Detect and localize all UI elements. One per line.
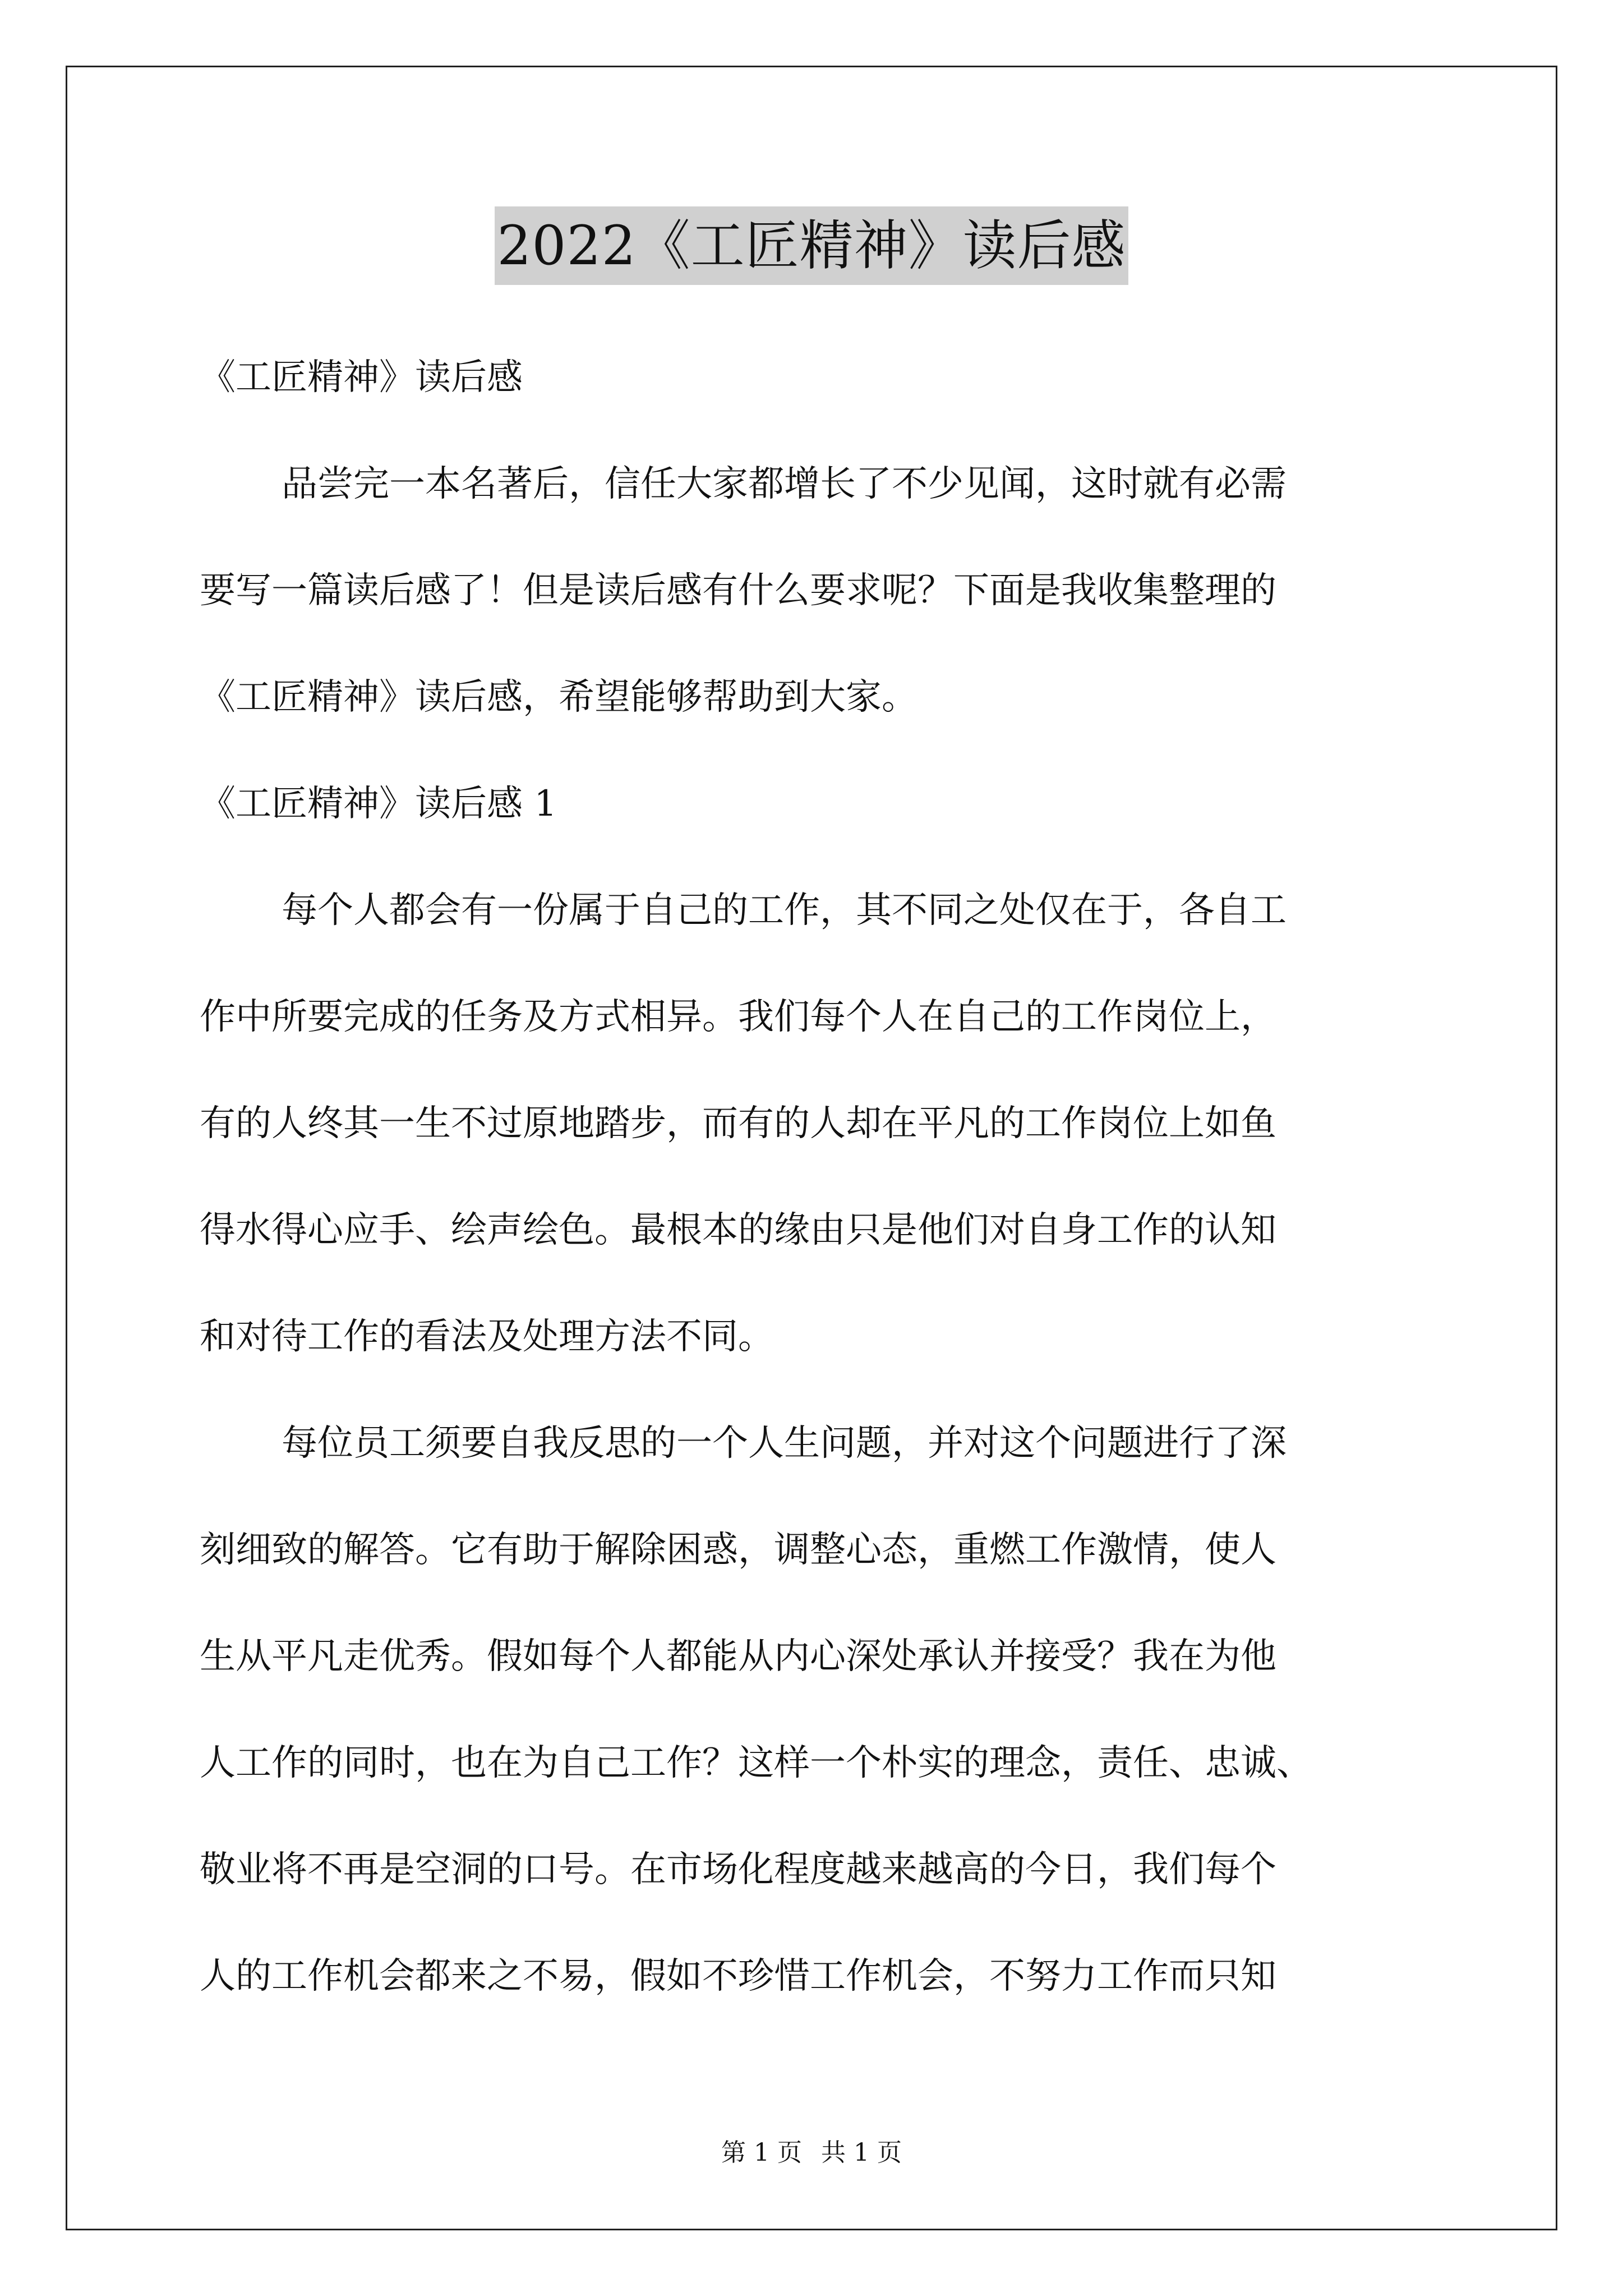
page-number: 第 1 页: [721, 2138, 802, 2167]
paragraph-line: 要写一篇读后感了！但是读后感有什么要求呢？下面是我收集整理的: [200, 570, 1276, 611]
paragraph-line: 人的工作机会都来之不易，假如不珍惜工作机会，不努力工作而只知: [200, 1955, 1276, 1997]
page-footer: [0, 2136, 1623, 2170]
paragraph-line: 每个人都会有一份属于自己的工作，其不同之处仅在于，各自工: [282, 890, 1287, 931]
paragraph-line: 得水得心应手、绘声绘色。最根本的缘由只是他们对自身工作的认知: [200, 1209, 1276, 1251]
paragraph-line: 有的人终其一生不过原地踏步，而有的人却在平凡的工作岗位上如鱼: [200, 1103, 1276, 1144]
paragraph-line: 每位员工须要自我反思的一个人生问题，并对这个问题进行了深: [282, 1423, 1287, 1464]
paragraph-line: 敬业将不再是空洞的口号。在市场化程度越来越高的今日，我们每个: [200, 1849, 1276, 1890]
subtitle: 《工匠精神》读后感: [200, 357, 523, 398]
paragraph-line: 作中所要完成的任务及方式相异。我们每个人在自己的工作岗位上，: [200, 996, 1276, 1038]
section-heading: 《工匠精神》读后感 1: [200, 783, 557, 825]
title-container: [0, 206, 1623, 285]
paragraph-line: 和对待工作的看法及处理方法不同。: [200, 1316, 774, 1358]
paragraph-line: 人工作的同时，也在为自己工作？这样一个朴实的理念，责任、忠诚、: [200, 1742, 1312, 1784]
paragraph-line: 《工匠精神》读后感，希望能够帮助到大家。: [200, 677, 917, 718]
document-title: 2022《工匠精神》读后感: [495, 206, 1128, 285]
paragraph-line: 刻细致的解答。它有助于解除困惑，调整心态，重燃工作激情，使人: [200, 1529, 1276, 1571]
page-total: 共 1 页: [821, 2138, 902, 2167]
paragraph-line: 品尝完一本名著后，信任大家都增长了不少见闻，这时就有必需: [282, 463, 1287, 505]
paragraph-line: 生从平凡走优秀。假如每个人都能从内心深处承认并接受？我在为他: [200, 1636, 1276, 1677]
